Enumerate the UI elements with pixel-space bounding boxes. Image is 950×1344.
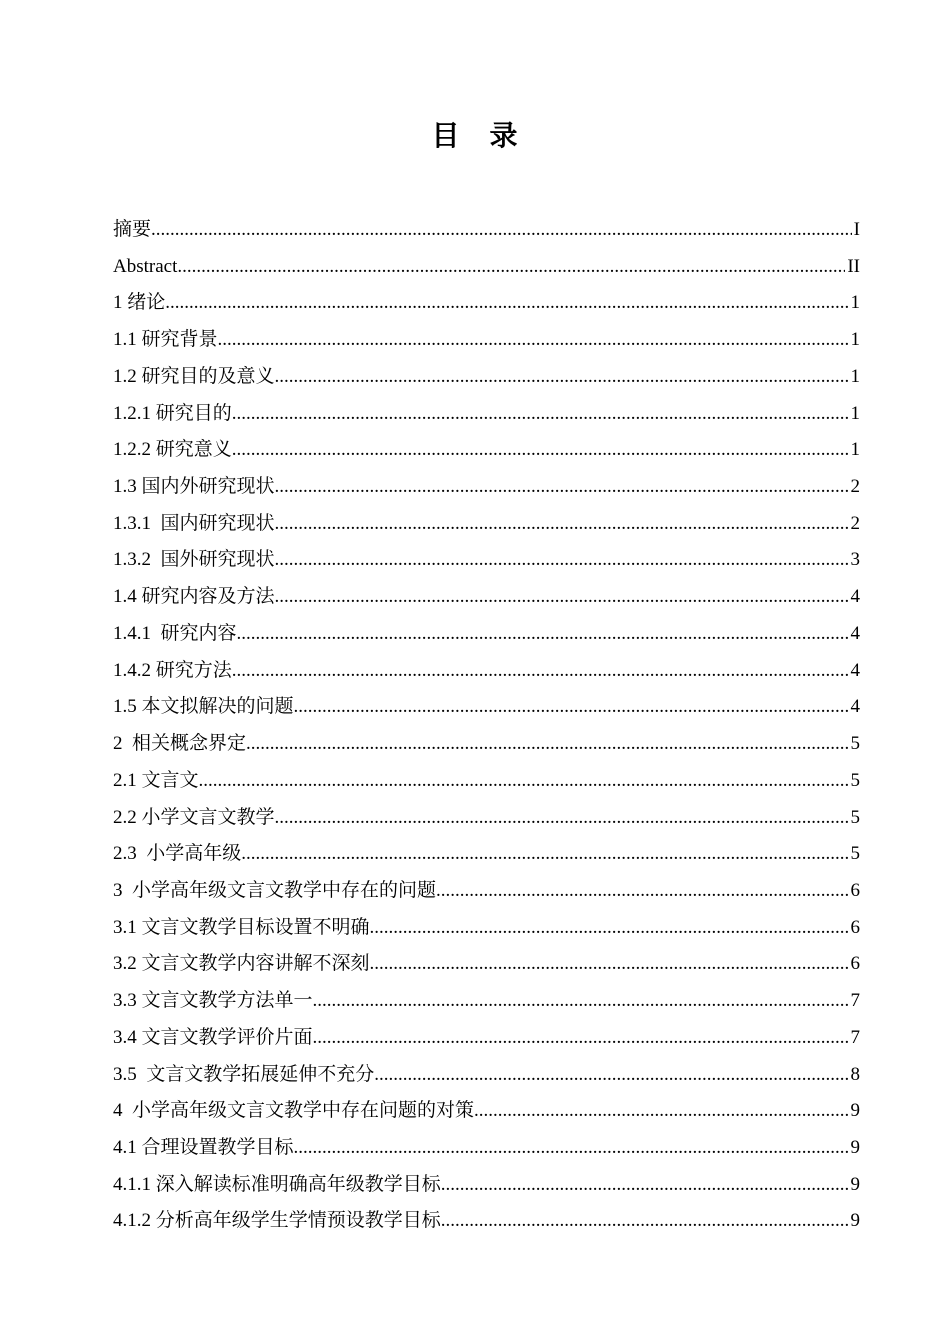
toc-entry-page: 2: [850, 512, 860, 534]
toc-entry-page: 9: [850, 1136, 860, 1158]
toc-entry[interactable]: [113, 689, 860, 726]
toc-entry-page: 3: [850, 549, 860, 571]
toc-leader-dots: [313, 1020, 849, 1057]
toc-entry[interactable]: [113, 726, 860, 763]
toc-entry-page: 5: [850, 769, 860, 791]
toc-entry-page: 2: [850, 476, 860, 498]
toc-leader-dots: [246, 726, 848, 763]
toc-leader-dots: [177, 249, 845, 286]
toc-entry-page: 5: [850, 806, 860, 828]
toc-leader-dots: [218, 322, 849, 359]
toc-entry[interactable]: [113, 249, 860, 286]
toc-entry-page: 9: [850, 1173, 860, 1195]
toc-entry-label: 2 相关概念界定: [113, 733, 247, 755]
toc-entry-label: 3.2 文言文教学内容讲解不深刻: [113, 953, 370, 975]
toc-leader-dots: [441, 1203, 849, 1240]
toc-leader-dots: [374, 1057, 848, 1094]
toc-leader-dots: [275, 542, 849, 579]
toc-entry-page: 1: [850, 292, 860, 314]
toc-entry-page: 5: [850, 843, 860, 865]
toc-entry-label: 1.5 本文拟解决的问题: [113, 696, 294, 718]
toc-entry-page: 5: [850, 733, 860, 755]
toc-entry-page: 6: [850, 916, 860, 938]
toc-entry-page: 4: [850, 586, 860, 608]
toc-entry-page: 6: [850, 879, 860, 901]
toc-entry-page: I: [853, 219, 860, 240]
toc-entry[interactable]: [113, 322, 860, 359]
toc-entry-label: 4.1.1 深入解读标准明确高年级教学目标: [113, 1173, 441, 1195]
toc-entry-page: 9: [850, 1100, 860, 1122]
toc-entry[interactable]: [113, 212, 860, 249]
toc-entry[interactable]: [113, 946, 860, 983]
toc-leader-dots: [199, 763, 849, 800]
toc-entry-page: 1: [850, 402, 860, 424]
toc-entry[interactable]: [113, 1167, 860, 1204]
toc-leader-dots: [294, 689, 849, 726]
toc-entry-label: 1.4.1 研究内容: [113, 622, 237, 644]
toc-leader-dots: [474, 1093, 848, 1130]
toc-entry-label: 4 小学高年级文言文教学中存在问题的对策: [113, 1100, 475, 1122]
toc-entry[interactable]: [113, 836, 860, 873]
toc-leader-dots: [275, 359, 849, 396]
toc-entry[interactable]: [113, 1130, 860, 1167]
toc-leader-dots: [232, 653, 849, 690]
toc-leader-dots: [275, 506, 849, 543]
toc-entry-label: 1.2 研究目的及意义: [113, 365, 275, 387]
toc-leader-dots: [237, 616, 849, 653]
toc-title: 目 录: [431, 120, 519, 151]
toc-entry[interactable]: [113, 763, 860, 800]
toc-entry-label: 1.4.2 研究方法: [113, 659, 232, 681]
toc-leader-dots: [241, 836, 848, 873]
toc-entry-label: 2.3 小学高年级: [113, 843, 242, 865]
toc-entry-label: 1.3.2 国外研究现状: [113, 549, 275, 571]
toc-entry-label: 3.1 文言文教学目标设置不明确: [113, 916, 370, 938]
toc-entry-page: 4: [850, 659, 860, 681]
toc-entry-label: 2.1 文言文: [113, 769, 199, 791]
toc-entry[interactable]: [113, 432, 860, 469]
toc-entry[interactable]: [113, 910, 860, 947]
toc-leader-dots: [294, 1130, 849, 1167]
toc-entry-label: 4.1.2 分析高年级学生学情预设教学目标: [113, 1210, 441, 1232]
toc-entry[interactable]: [113, 1057, 860, 1094]
toc-entry-page: 1: [850, 439, 860, 461]
toc-entry-label: 2.2 小学文言文教学: [113, 806, 275, 828]
toc-entry-page: 7: [850, 990, 860, 1012]
toc-entry-page: 9: [850, 1210, 860, 1232]
toc-entry-label: 3.3 文言文教学方法单一: [113, 990, 313, 1012]
toc-entry[interactable]: [113, 873, 860, 910]
toc-leader-dots: [151, 212, 852, 249]
toc-entry-page: 1: [850, 365, 860, 387]
toc-entry[interactable]: [113, 616, 860, 653]
toc-leader-dots: [275, 579, 849, 616]
toc-entry[interactable]: [113, 1093, 860, 1130]
toc-entry-label: Abstract: [113, 255, 178, 277]
toc-leader-dots: [441, 1167, 849, 1204]
toc-leader-dots: [275, 800, 849, 837]
toc-entry-page: 1: [850, 329, 860, 351]
toc-leader-dots: [275, 469, 849, 506]
toc-entry[interactable]: [113, 542, 860, 579]
toc-leader-dots: [370, 946, 849, 983]
toc-entry-label: 3 小学高年级文言文教学中存在的问题: [113, 879, 437, 901]
toc-leader-dots: [313, 983, 849, 1020]
toc-entry-label: 1 绪论: [113, 292, 166, 314]
toc-entry-page: II: [847, 255, 860, 277]
toc-entry[interactable]: [113, 506, 860, 543]
toc-entry[interactable]: [113, 1020, 860, 1057]
toc-entry-page: 4: [850, 622, 860, 644]
toc-entry[interactable]: [113, 653, 860, 690]
toc-entry[interactable]: [113, 469, 860, 506]
toc-entry-page: 4: [850, 696, 860, 718]
toc-entry-label: 1.2.1 研究目的: [113, 402, 232, 424]
toc-leader-dots: [232, 396, 849, 433]
toc-entry-label: 4.1 合理设置教学目标: [113, 1136, 294, 1158]
toc-entry-page: 8: [850, 1063, 860, 1085]
toc-entry-page: 7: [850, 1026, 860, 1048]
toc-entry[interactable]: [113, 579, 860, 616]
toc-entry[interactable]: [113, 983, 860, 1020]
toc-leader-dots: [232, 432, 849, 469]
toc-entry-label: 1.4 研究内容及方法: [113, 586, 275, 608]
toc-entry-label: 3.4 文言文教学评价片面: [113, 1026, 313, 1048]
toc-entry[interactable]: [113, 396, 860, 433]
toc-entry-page: 6: [850, 953, 860, 975]
toc-entry[interactable]: [113, 285, 860, 322]
toc-entry[interactable]: [113, 1203, 860, 1240]
toc-leader-dots: [436, 873, 848, 910]
toc-entry[interactable]: [113, 359, 860, 396]
toc-entry[interactable]: [113, 800, 860, 837]
toc-leader-dots: [165, 285, 848, 322]
toc-entry-label: 1.1 研究背景: [113, 329, 218, 351]
toc-leader-dots: [370, 910, 849, 947]
toc-entry-label: 1.3.1 国内研究现状: [113, 512, 275, 534]
toc-entry-label: 1.3 国内外研究现状: [113, 476, 275, 498]
toc-entry-label: 1.2.2 研究意义: [113, 439, 232, 461]
toc-entry-label: 摘要: [113, 219, 152, 240]
toc-list: [113, 212, 860, 1240]
toc-entry-label: 3.5 文言文教学拓展延伸不充分: [113, 1063, 375, 1085]
